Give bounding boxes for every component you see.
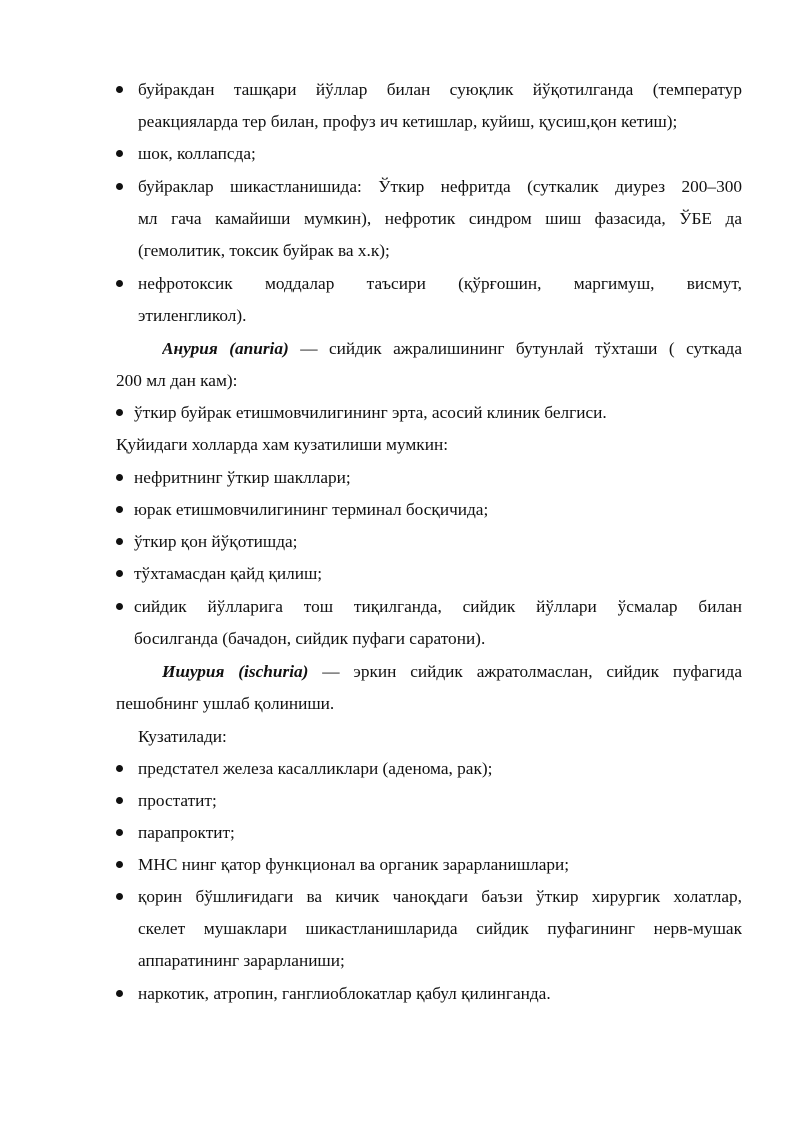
anuria-paragraph-line xyxy=(162,338,742,360)
list-item-text: юрак етишмовчилигининг терминал босқичида; xyxy=(134,500,489,519)
anuria-definition: — сийдик ажралишининг бутунлай тўхташи ( суткада xyxy=(288,339,742,358)
bullet xyxy=(116,893,123,900)
list-item-text: парапроктит; xyxy=(138,823,235,842)
list-item-text: скелет мушаклари шикастланишларида сийдик пуфагининг нерв-мушак xyxy=(138,919,742,938)
list-item-text: шок, коллапсда; xyxy=(138,144,256,163)
list-item-text: аппаратининг зарарланиши; xyxy=(138,951,345,970)
bullet xyxy=(116,506,123,513)
bullet xyxy=(116,829,123,836)
list-item-text: нефротоксик моддалар таъсири (қўрғошин, маргимуш, висмут, xyxy=(138,274,742,293)
list-item-text: буйракдан ташқари йўллар билан суюқлик йўқотилганда (температур xyxy=(138,80,742,99)
bullet xyxy=(116,409,123,416)
ischuria-paragraph-line xyxy=(162,661,742,683)
list-item-text: предстател железа касалликлари (аденома, рак); xyxy=(138,759,493,778)
bullet xyxy=(116,150,123,157)
list-item-text: (гемолитик, токсик буйрак ва х.к); xyxy=(138,241,390,260)
list-item-text: буйраклар шикастланишида: Ўткир нефритда (суткалик диурез 200–300 xyxy=(138,177,742,196)
anuria-paragraph-line: 200 мл дан кам): xyxy=(116,371,238,390)
list-item-text: ўткир буйрак етишмовчилигининг эрта, асосий клиник белгиси. xyxy=(134,403,607,422)
bullet xyxy=(116,183,123,190)
bullet xyxy=(116,765,123,772)
also-heading: Қуйидаги холларда хам кузатилиши мумкин: xyxy=(116,435,448,454)
bullet xyxy=(116,538,123,545)
list-item-text: қорин бўшлиғидаги ва кичик чаноқдаги баъзи ўткир хирургик холатлар, xyxy=(138,887,742,906)
list-item-text: реакцияларда тер билан, профуз ич кетишлар, куйиш, қусиш,қон кетиш); xyxy=(138,112,678,131)
list-item-text: нефритнинг ўткир шакллари; xyxy=(134,468,351,487)
observed-heading: Кузатилади: xyxy=(138,727,227,746)
ischuria-term: Ишурия (ischuria) xyxy=(162,662,309,681)
bullet xyxy=(116,861,123,868)
anuria-term: Анурия (anuria) xyxy=(162,339,289,358)
list-item-text: МНС нинг қатор функционал ва органик зарарланишлари; xyxy=(138,855,570,874)
list-item-text: мл гача камайиши мумкин), нефротик синдром шиш фазасида, ЎБЕ да xyxy=(138,209,742,228)
ischuria-paragraph-line: пешобнинг ушлаб қолиниши. xyxy=(116,694,335,713)
ischuria-definition: — эркин сийдик ажратолмаслан, сийдик пуфагида xyxy=(308,662,742,681)
bullet xyxy=(116,990,123,997)
bullet xyxy=(116,603,123,610)
list-item-text: тўхтамасдан қайд қилиш; xyxy=(134,564,323,583)
bullet xyxy=(116,474,123,481)
list-item-text: наркотик, атропин, ганглиоблокатлар қабул қилинганда. xyxy=(138,984,551,1003)
list-item-text: сийдик йўлларига тош тиқилганда, сийдик йўллари ўсмалар билан xyxy=(134,597,742,616)
list-item-text: простатит; xyxy=(138,791,217,810)
list-item-text: ўткир қон йўқотишда; xyxy=(134,532,298,551)
bullet xyxy=(116,797,123,804)
bullet xyxy=(116,86,123,93)
bullet xyxy=(116,570,123,577)
bullet xyxy=(116,280,123,287)
list-item-text: босилганда (бачадон, сийдик пуфаги саратони). xyxy=(134,629,486,648)
list-item-text: этиленгликол). xyxy=(138,306,247,325)
